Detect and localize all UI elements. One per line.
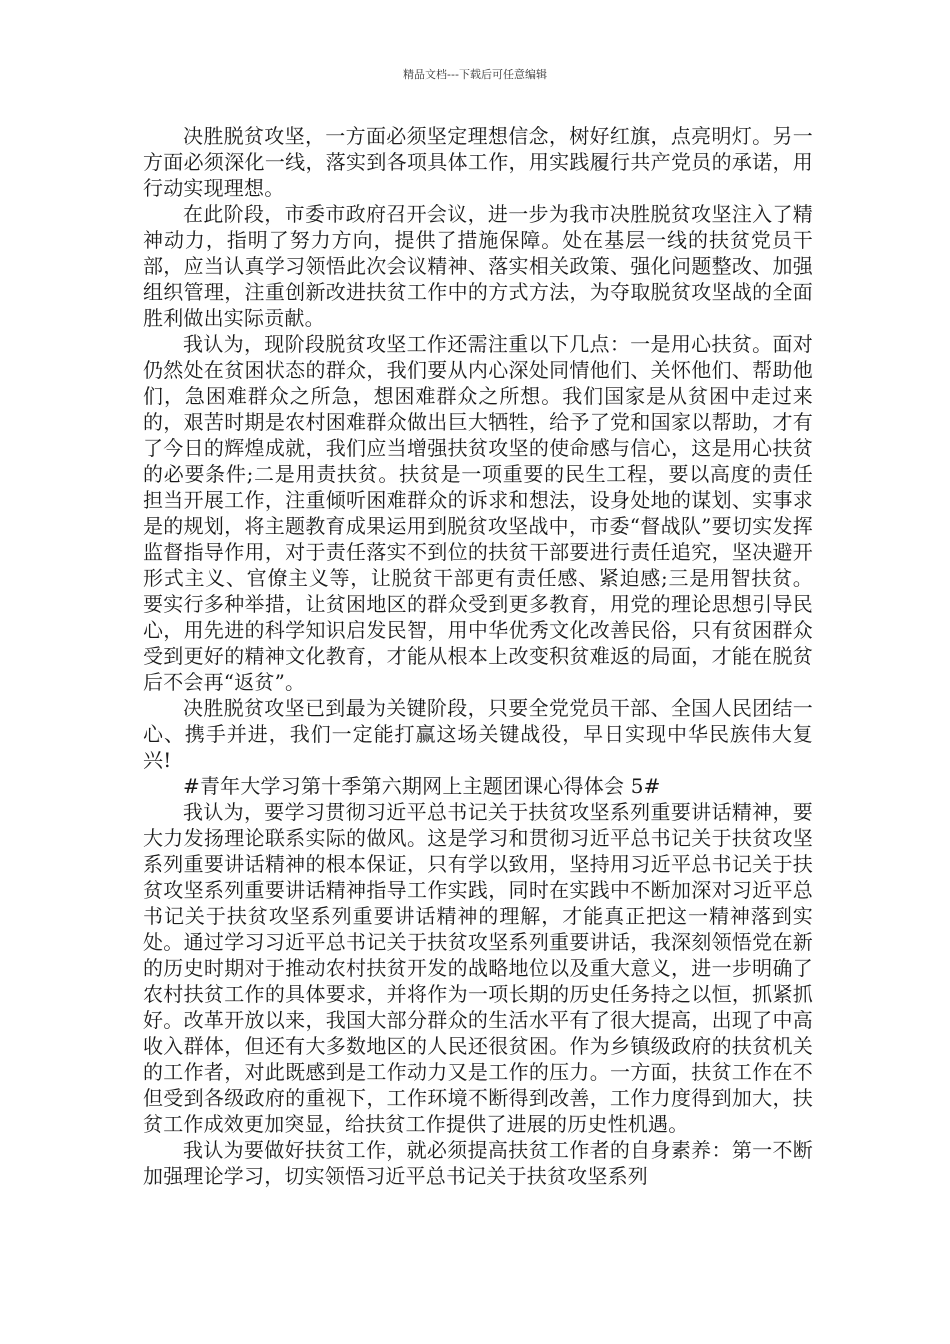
page-header: 精品文档---下载后可任意编辑 [403,68,547,81]
paragraph-4: 决胜脱贫攻坚已到最为关键阶段，只要全党党员干部、全国人民团结一心、携手并进，我们一定能打赢这场关键战役，早日实现中华民族伟大复兴! [143,696,813,772]
paragraph-2: 在此阶段，市委市政府召开会议，进一步为我市决胜脱贫攻坚注入了精神动力，指明了努力方向，提供了措施保障。处在基层一线的扶贫党员干部，应当认真学习领悟此次会议精神、落实相关政策、强化问题整改、加强组织管理，注重创新改进扶贫工作中的方式方法，为夺取脱贫攻坚战的全面胜利做出实际贡献。 [143,202,813,330]
document-body [143,123,813,1189]
section-heading: #青年大学习第十季第六期网上主题团课心得体会 5# [183,774,661,798]
paragraph-1: 决胜脱贫攻坚，一方面必须坚定理想信念，树好红旗，点亮明灯。另一方面必须深化一线，落实到各项具体工作，用实践履行共产党员的承诺，用行动实现理想。 [143,124,813,200]
paragraph-5: 我认为，要学习贯彻习近平总书记关于扶贫攻坚系列重要讲话精神，要大力发扬理论联系实际的做风。这是学习和贯彻习近平总书记关于扶贫攻坚系列重要讲话精神的根本保证，只有学以致用，坚持用习近平总书记关于扶贫攻坚系列重要讲话精神指导工作实践，同时在实践中不断加深对习近平总书记关于扶贫攻坚系列重要讲话精神的理解，才能真正把这一精神落到实处。通过学习习近平总书记关于扶贫攻坚系列重要讲话，我深刻领悟党在新的历史时期对于推动农村扶贫开发的战略地位以及重大意义，进一步明确了农村扶贫工作的具体要求，并将作为一项长期的历史任务持之以恒，抓紧抓好。改革开放以来，我国大部分群众的生活水平有了很大提高，出现了中高收入群体，但还有大多数地区的人民还很贫困。作为乡镇级政府的扶贫机关的工作者，对此既感到是工作动力又是工作的压力。一方面，扶贫工作在不但受到各级政府的重视下，工作环境不断得到改善，工作力度得到加大，扶贫工作成效更加突显，给扶贫工作提供了进展的历史性机遇。 [143,800,813,1136]
paragraph-6: 我认为要做好扶贫工作，就必须提高扶贫工作者的自身素养：第一不断加强理论学习，切实领悟习近平总书记关于扶贫攻坚系列 [143,1138,813,1188]
paragraph-3: 我认为，现阶段脱贫攻坚工作还需注重以下几点：一是用心扶贫。面对仍然处在贫困状态的群众，我们要从内心深处同情他们、关怀他们、帮助他们，急困难群众之所急，想困难群众之所想。我们国家是从贫困中走过来的，艰苦时期是农村困难群众做出巨大牺牲，给予了党和国家以帮助，才有了今日的辉煌成就，我们应当增强扶贫攻坚的使命感与信心，这是用心扶贫的必要条件;二是用责扶贫。扶贫是一项重要的民生工程，要以高度的责任担当开展工作，注重倾听困难群众的诉求和想法，设身处地的谋划、实事求是的规划，将主题教育成果运用到脱贫攻坚战中，市委“督战队”要切实发挥监督指导作用，对于责任落实不到位的扶贫干部要进行责任追究，坚决避开形式主义、官僚主义等，让脱贫干部更有责任感、紧迫感;三是用智扶贫。要实行多种举措，让贫困地区的群众受到更多教育，用党的理论思想引导民心，用先进的科学知识启发民智，用中华优秀文化改善民俗，只有贫困群众受到更好的精神文化教育，才能从根本上改变积贫难返的局面，才能在脱贫后不会再“返贫”。 [143,332,813,694]
